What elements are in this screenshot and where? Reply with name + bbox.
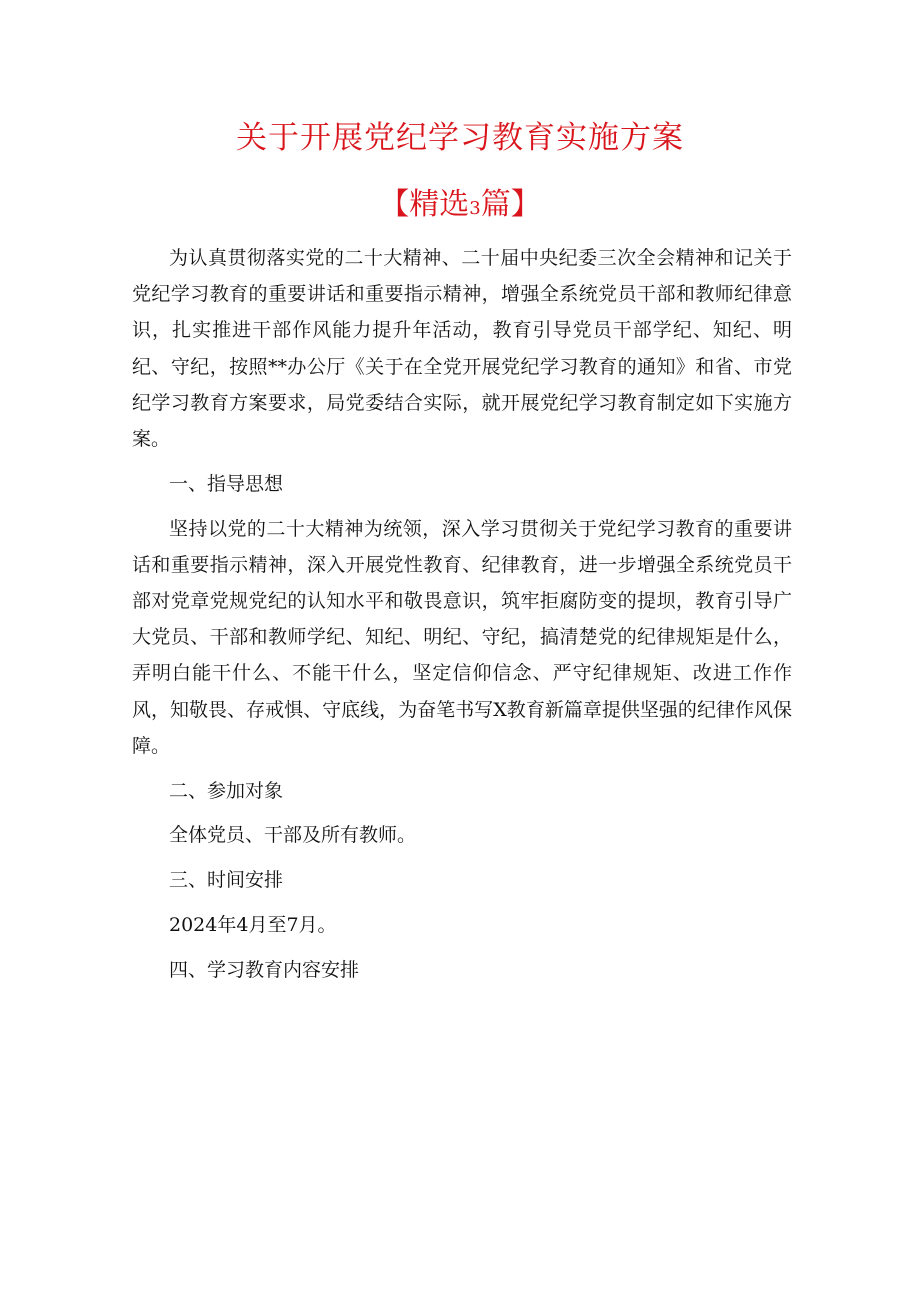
section-body-participants: 全体党员、干部及所有教师。 [169, 824, 417, 847]
section-heading-guiding-ideology: 一、指导思想 [169, 472, 284, 495]
subtitle-suffix: 篇】 [480, 187, 541, 222]
section-body-schedule: 2024年4月至7月。 [169, 914, 337, 937]
section-body-guiding-ideology: 坚持以党的二十大精神为统领，深入学习贯彻关于党纪学习教育的重要讲话和重要指示精神，深入开展党性教育、纪律教育，进一步增强全系统党员干部对党章党规党纪的认知水平和敬畏意识，筑牢拒腐防变的提坝，教育引导广大党员、干部和教师学纪、知纪、明纪、守纪，搞清楚党的纪律规矩是什么，弄明白能干什么、不能干什么，坚定信仰信念、严守纪律规矩、改进工作作风，知敬畏、存戒惧、守底线，为奋笔书写X教育新篇章提供坚强的纪律作风保障。 [132, 517, 792, 757]
subtitle-number: 3 [469, 198, 481, 219]
section-heading-participants: 二、参加对象 [169, 779, 284, 802]
intro-paragraph: 为认真贯彻落实党的二十大精神、二十届中央纪委三次全会精神和记关于党纪学习教育的重要讲话和重要指示精神，增强全系统党员干部和教师纪律意识，扎实推进干部作风能力提升年活动，教育引导党员干部学纪、知纪、明纪、守纪，按照**办公厅《关于在全党开展党纪学习教育的通知》和省、市党纪学习教育方案要求，局党委结合实际，就开展党纪学习教育制定如下实施方案。 [132, 247, 792, 451]
subtitle-prefix: 【精选 [379, 187, 470, 222]
section-heading-content-arrangement: 四、学习教育内容安排 [169, 958, 360, 981]
document-body [132, 240, 792, 997]
section-heading-schedule: 三、时间安排 [169, 869, 284, 892]
document-title: 关于开展党纪学习教育实施方案 [236, 120, 684, 156]
document-subtitle [0, 184, 920, 230]
